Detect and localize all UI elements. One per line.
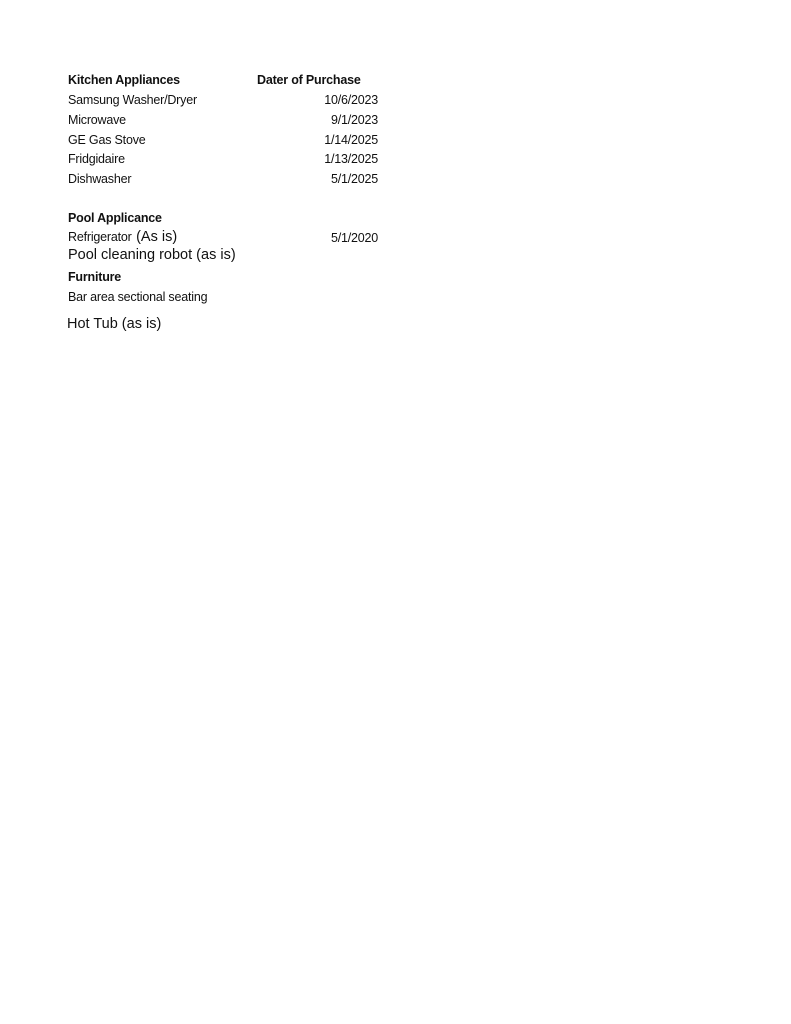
kitchen-item-date: 5/1/2025 [330,172,378,186]
hot-tub-item: Hot Tub (as is) [67,316,162,332]
kitchen-item-name: Dishwasher [68,172,132,186]
kitchen-item-name: Samsung Washer/Dryer [68,93,197,107]
pool-appliance-header: Pool Applicance [68,211,162,225]
date-of-purchase-header: Dater of Purchase [257,73,361,87]
furniture-item: Bar area sectional seating [68,290,208,304]
kitchen-item-date: 1/14/2025 [324,133,378,147]
pool-refrigerator-row [68,229,177,245]
kitchen-item-name: Fridgidaire [68,152,125,166]
pool-refrigerator-note: (As is) [136,229,178,245]
kitchen-item-date: 9/1/2023 [330,113,378,127]
pool-refrigerator-date: 5/1/2020 [330,231,378,245]
pool-refrigerator-name: Refrigerator [68,230,132,244]
kitchen-item-date: 10/6/2023 [324,93,378,107]
pool-cleaning-robot: Pool cleaning robot (as is) [68,247,236,263]
kitchen-appliances-header: Kitchen Appliances [68,73,180,87]
kitchen-item-name: GE Gas Stove [68,133,146,147]
furniture-header: Furniture [68,270,122,284]
kitchen-item-name: Microwave [68,113,126,127]
kitchen-item-date: 1/13/2025 [324,152,378,166]
